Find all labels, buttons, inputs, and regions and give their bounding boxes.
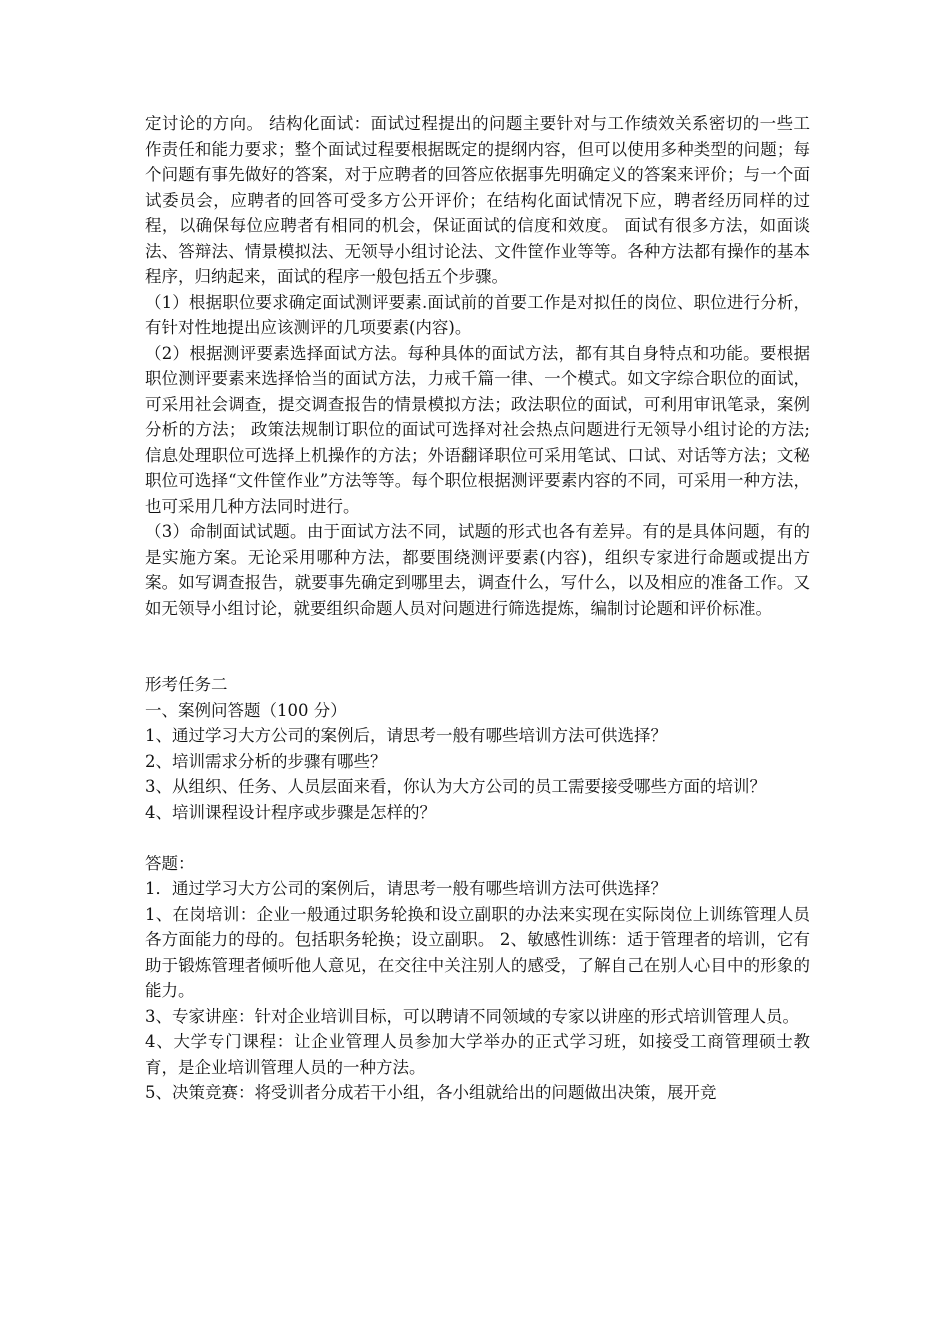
question-2: 2、培训需求分析的步骤有哪些？ bbox=[145, 751, 387, 771]
answer-item-3: 3、专家讲座：针对企业培训目标，可以聘请不同领域的专家以讲座的形式培训管理人员。 bbox=[145, 1006, 799, 1026]
answer-item-4: 4、大学专门课程：让企业管理人员参加大学举办的正式学习班，如接受工商管理硕士教育，是企业培训管理人员的一种方法。 bbox=[145, 1032, 810, 1077]
answer-item-5: 5、决策竞赛：将受训者分成若干小组，各小组就给出的问题做出决策，展开竞 bbox=[145, 1083, 717, 1102]
answer-question-1: 1．通过学习大方公司的案例后，请思考一般有哪些培训方法可供选择？ bbox=[145, 879, 667, 898]
document-body bbox=[145, 111, 810, 1106]
question-3: 3、从组织、任务、人员层面来看，你认为大方公司的员工需要接受哪些方面的培训？ bbox=[145, 777, 766, 796]
section-heading: 一、案例问答题（100 分） bbox=[145, 700, 347, 720]
paragraph-step-2: （2）根据测评要素选择面试方法。每种具体的面试方法，都有其自身特点和功能。要根据职位测评要素来选择恰当的面试方法，力戒千篇一律、一个模式。如文字综合职位的面试，可采用社会调查，提交调查报告的情景模拟方法；政法职位的面试，可利用审讯笔录，案例分析的方法； 政策法规制订职位的面试可选择对社会热点问题进行无领导小组讨论的方法;信息处理职位可选择上机操作的方法；外语翻译职位可采用笔试、口试、对话等方法；文秘职位可选择“文件筐作业”方法等等。每个职位根据测评要素内容的不同，可采用一种方法，也可采用几种方法同时进行。 bbox=[145, 343, 810, 516]
task-title: 形考任务二 bbox=[145, 675, 228, 694]
answers-heading: 答题： bbox=[145, 853, 195, 873]
blank-gap bbox=[145, 825, 810, 851]
paragraph-structured-interview: 定讨论的方向。 结构化面试：面试过程提出的问题主要针对与工作绩效关系密切的一些工作责任和能力要求；整个面试过程要根据既定的提纲内容，但可以使用多种类型的问题；每个问题有事先做好的答案，对于应聘者的回答应依据事先明确定义的答案来评价；与一个面试委员会，应聘者的回答可受多方公开评价；在结构化面试情况下应，聘者经历同样的过程，以确保每位应聘者有相同的机会，保证面试的信度和效度。 面试有很多方法，如面谈法、答辩法、情景模拟法、无领导小组讨论法、文件筐作业等等。各种方法都有操作的基本程序，归纳起来，面试的程序一般包括五个步骤。 bbox=[145, 114, 810, 286]
blank-gap bbox=[145, 621, 810, 672]
question-4: 4、培训课程设计程序或步骤是怎样的？ bbox=[145, 802, 436, 822]
answer-item-1-2: 1、在岗培训：企业一般通过职务轮换和设立副职的办法来实现在实际岗位上训练管理人员各方面能力的母的。包括职务轮换；设立副职。 2、敏感性训练：适于管理者的培训，它有助于锻炼管理者倾听他人意见，在交往中关注别人的感受，了解自己在别人心目中的形象的能力。 bbox=[145, 904, 810, 1000]
paragraph-step-3: （3）命制面试试题。由于面试方法不同，试题的形式也各有差异。有的是具体问题，有的是实施方案。无论采用哪种方法，都要围绕测评要素(内容)，组织专家进行命题或提出方案。如写调查报告，就要事先确定到哪里去，调查什么，写什么，以及相应的准备工作。又如无领导小组讨论，就要组织命题人员对问题进行筛选提炼，编制讨论题和评价标准。 bbox=[145, 522, 810, 618]
paragraph-step-1: （1）根据职位要求确定面试测评要素.面试前的首要工作是对拟任的岗位、职位进行分析，有针对性地提出应该测评的几项要素(内容)。 bbox=[145, 292, 810, 337]
question-1: 1、通过学习大方公司的案例后，请思考一般有哪些培训方法可供选择？ bbox=[145, 726, 667, 745]
